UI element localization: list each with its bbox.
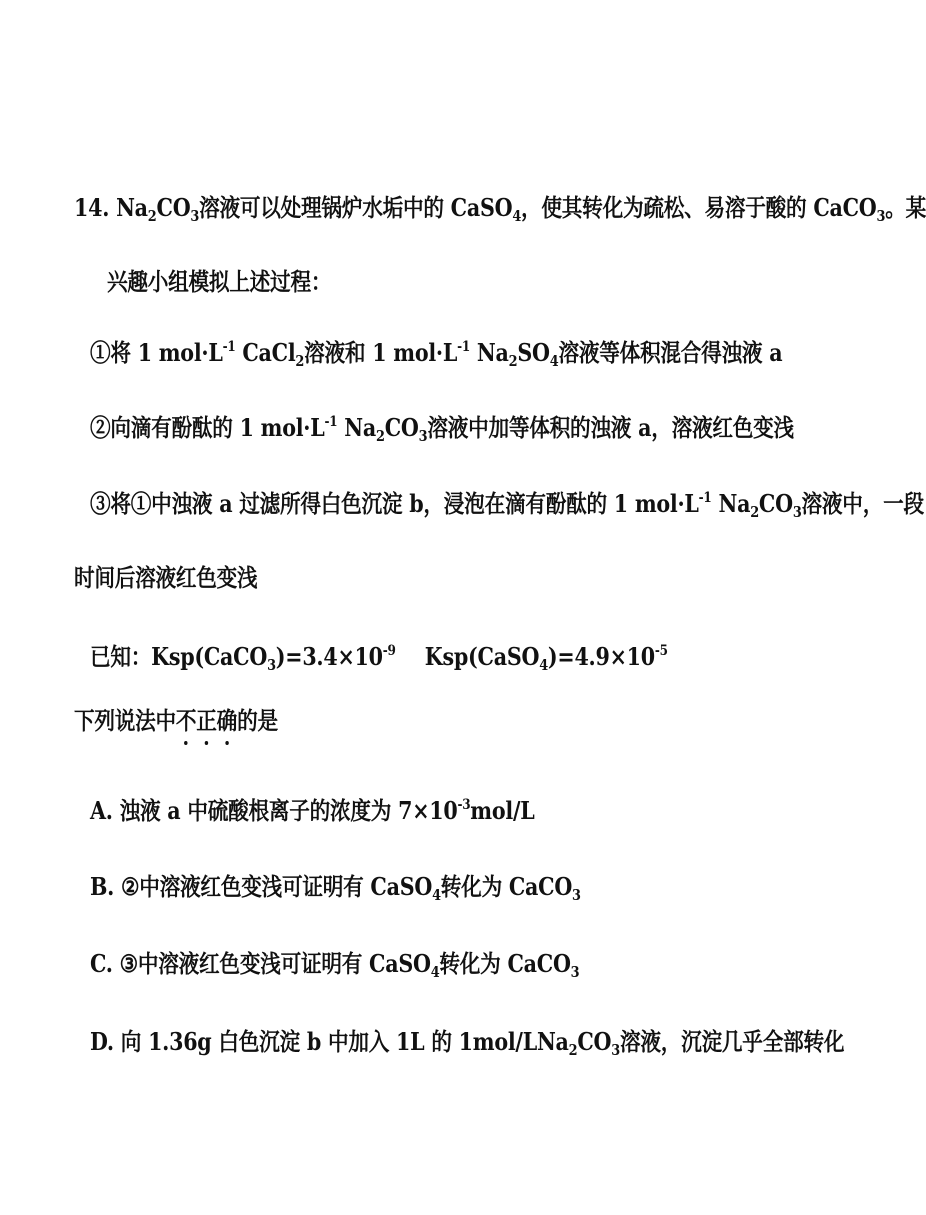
option-text: 转化为 CaCO — [440, 872, 573, 901]
subscript: 3 — [611, 1041, 621, 1059]
stem-text: 溶液可以处理锅炉水垢中的 CaSO — [199, 193, 513, 222]
step-text: Na — [337, 413, 377, 442]
emphasis-char — [196, 706, 216, 736]
subscript: 3 — [572, 886, 581, 904]
stem-text: ，使其转化为疏松、易溶于酸的 CaCO — [521, 193, 877, 222]
option-a[interactable] — [90, 796, 535, 826]
question-stem-line-2: 兴趣小组模拟上述过程： — [107, 267, 332, 296]
option-text: C. ③中溶液红色变浅可证明有 CaSO — [90, 949, 431, 978]
step-3 — [90, 489, 924, 519]
emphasis-text: 确 — [216, 706, 238, 735]
step-text: ②向滴有酚酞的 1 mol·L — [90, 413, 325, 442]
superscript: -9 — [382, 643, 396, 659]
subscript: 3 — [570, 963, 580, 981]
option-text: CO — [577, 1027, 612, 1056]
option-text: mol/L — [470, 796, 535, 825]
option-text: 溶液，沉淀几乎全部转化 — [620, 1027, 845, 1056]
superscript: -5 — [654, 643, 668, 659]
option-text: D. 向 1.36g 白色沉淀 b 中加入 1L 的 1mol/LNa — [90, 1027, 569, 1056]
step-text: CO — [758, 489, 793, 518]
stem-text: 。某 — [885, 193, 926, 222]
subscript: 2 — [508, 352, 518, 370]
emphasis-dot — [184, 741, 187, 745]
subscript: 3 — [792, 503, 802, 521]
subscript: 4 — [549, 352, 559, 370]
step-text: 溶液等体积混合得浊液 a — [558, 338, 783, 367]
option-text: 转化为 CaCO — [439, 949, 571, 978]
question-stem-line-1 — [74, 193, 926, 223]
step-text: 溶液和 1 mol·L — [304, 338, 458, 367]
prompt-text: 的是 — [237, 706, 278, 735]
subscript: 3 — [190, 207, 200, 225]
option-text: B. ②中溶液红色变浅可证明有 CaSO — [90, 872, 433, 901]
step-text: CO — [384, 413, 419, 442]
question-prompt — [74, 706, 278, 736]
subscript: 4 — [430, 963, 440, 981]
subscript: 2 — [295, 352, 305, 370]
step-2 — [90, 413, 794, 443]
subscript: 3 — [876, 207, 886, 225]
ksp-value: )=3.4×10 — [275, 642, 383, 671]
superscript: -1 — [457, 339, 470, 355]
step-text: 溶液中加等体积的浊液 a，溶液红色变浅 — [427, 413, 794, 442]
step-text: SO — [517, 338, 550, 367]
emphasis-char — [176, 706, 196, 736]
superscript: -1 — [222, 339, 236, 355]
subscript: 4 — [432, 886, 441, 904]
option-d[interactable] — [90, 1027, 844, 1057]
subscript: 4 — [512, 207, 522, 225]
step-1 — [90, 338, 782, 368]
step-text: ①将 1 mol·L — [90, 338, 223, 367]
stem-text: Na — [116, 193, 148, 222]
emphasis-char — [217, 706, 237, 736]
subscript: 2 — [376, 427, 385, 445]
known-label: 已知： — [90, 642, 152, 671]
subscript: 2 — [750, 503, 759, 521]
subscript: 2 — [568, 1041, 578, 1059]
step-text: CaCl — [235, 338, 296, 367]
superscript: -1 — [698, 490, 712, 506]
subscript: 2 — [147, 207, 157, 225]
subscript: 3 — [418, 427, 428, 445]
prompt-text: 下列说法中 — [74, 706, 176, 735]
ksp-caco3: Ksp(CaCO — [151, 642, 268, 671]
ksp-caso4: Ksp(CaSO — [424, 642, 540, 671]
step-text: Na — [469, 338, 509, 367]
step-text: Na — [711, 489, 751, 518]
emphasis-dot — [205, 741, 208, 745]
step-text: 溶液中，一段 — [801, 489, 924, 518]
option-text: A. 浊液 a 中硫酸根离子的浓度为 7×10 — [90, 796, 458, 825]
step-3-continuation: 时间后溶液红色变浅 — [74, 563, 258, 592]
subscript: 4 — [539, 656, 548, 674]
emphasis-dot — [225, 741, 228, 745]
superscript: -3 — [457, 797, 471, 813]
emphasis-text: 正 — [196, 706, 217, 735]
option-b[interactable] — [90, 872, 581, 902]
option-c[interactable] — [90, 949, 579, 979]
subscript: 3 — [267, 656, 276, 674]
ksp-value: )=4.9×10 — [547, 642, 655, 671]
emphasis-text: 不 — [175, 706, 197, 735]
question-number: 14. — [74, 193, 110, 222]
known-values — [90, 642, 668, 672]
step-text: ③将①中浊液 a 过滤所得白色沉淀 b，浸泡在滴有酚酞的 1 mol·L — [90, 489, 699, 518]
stem-text: CO — [156, 193, 191, 222]
superscript: -1 — [324, 414, 338, 430]
